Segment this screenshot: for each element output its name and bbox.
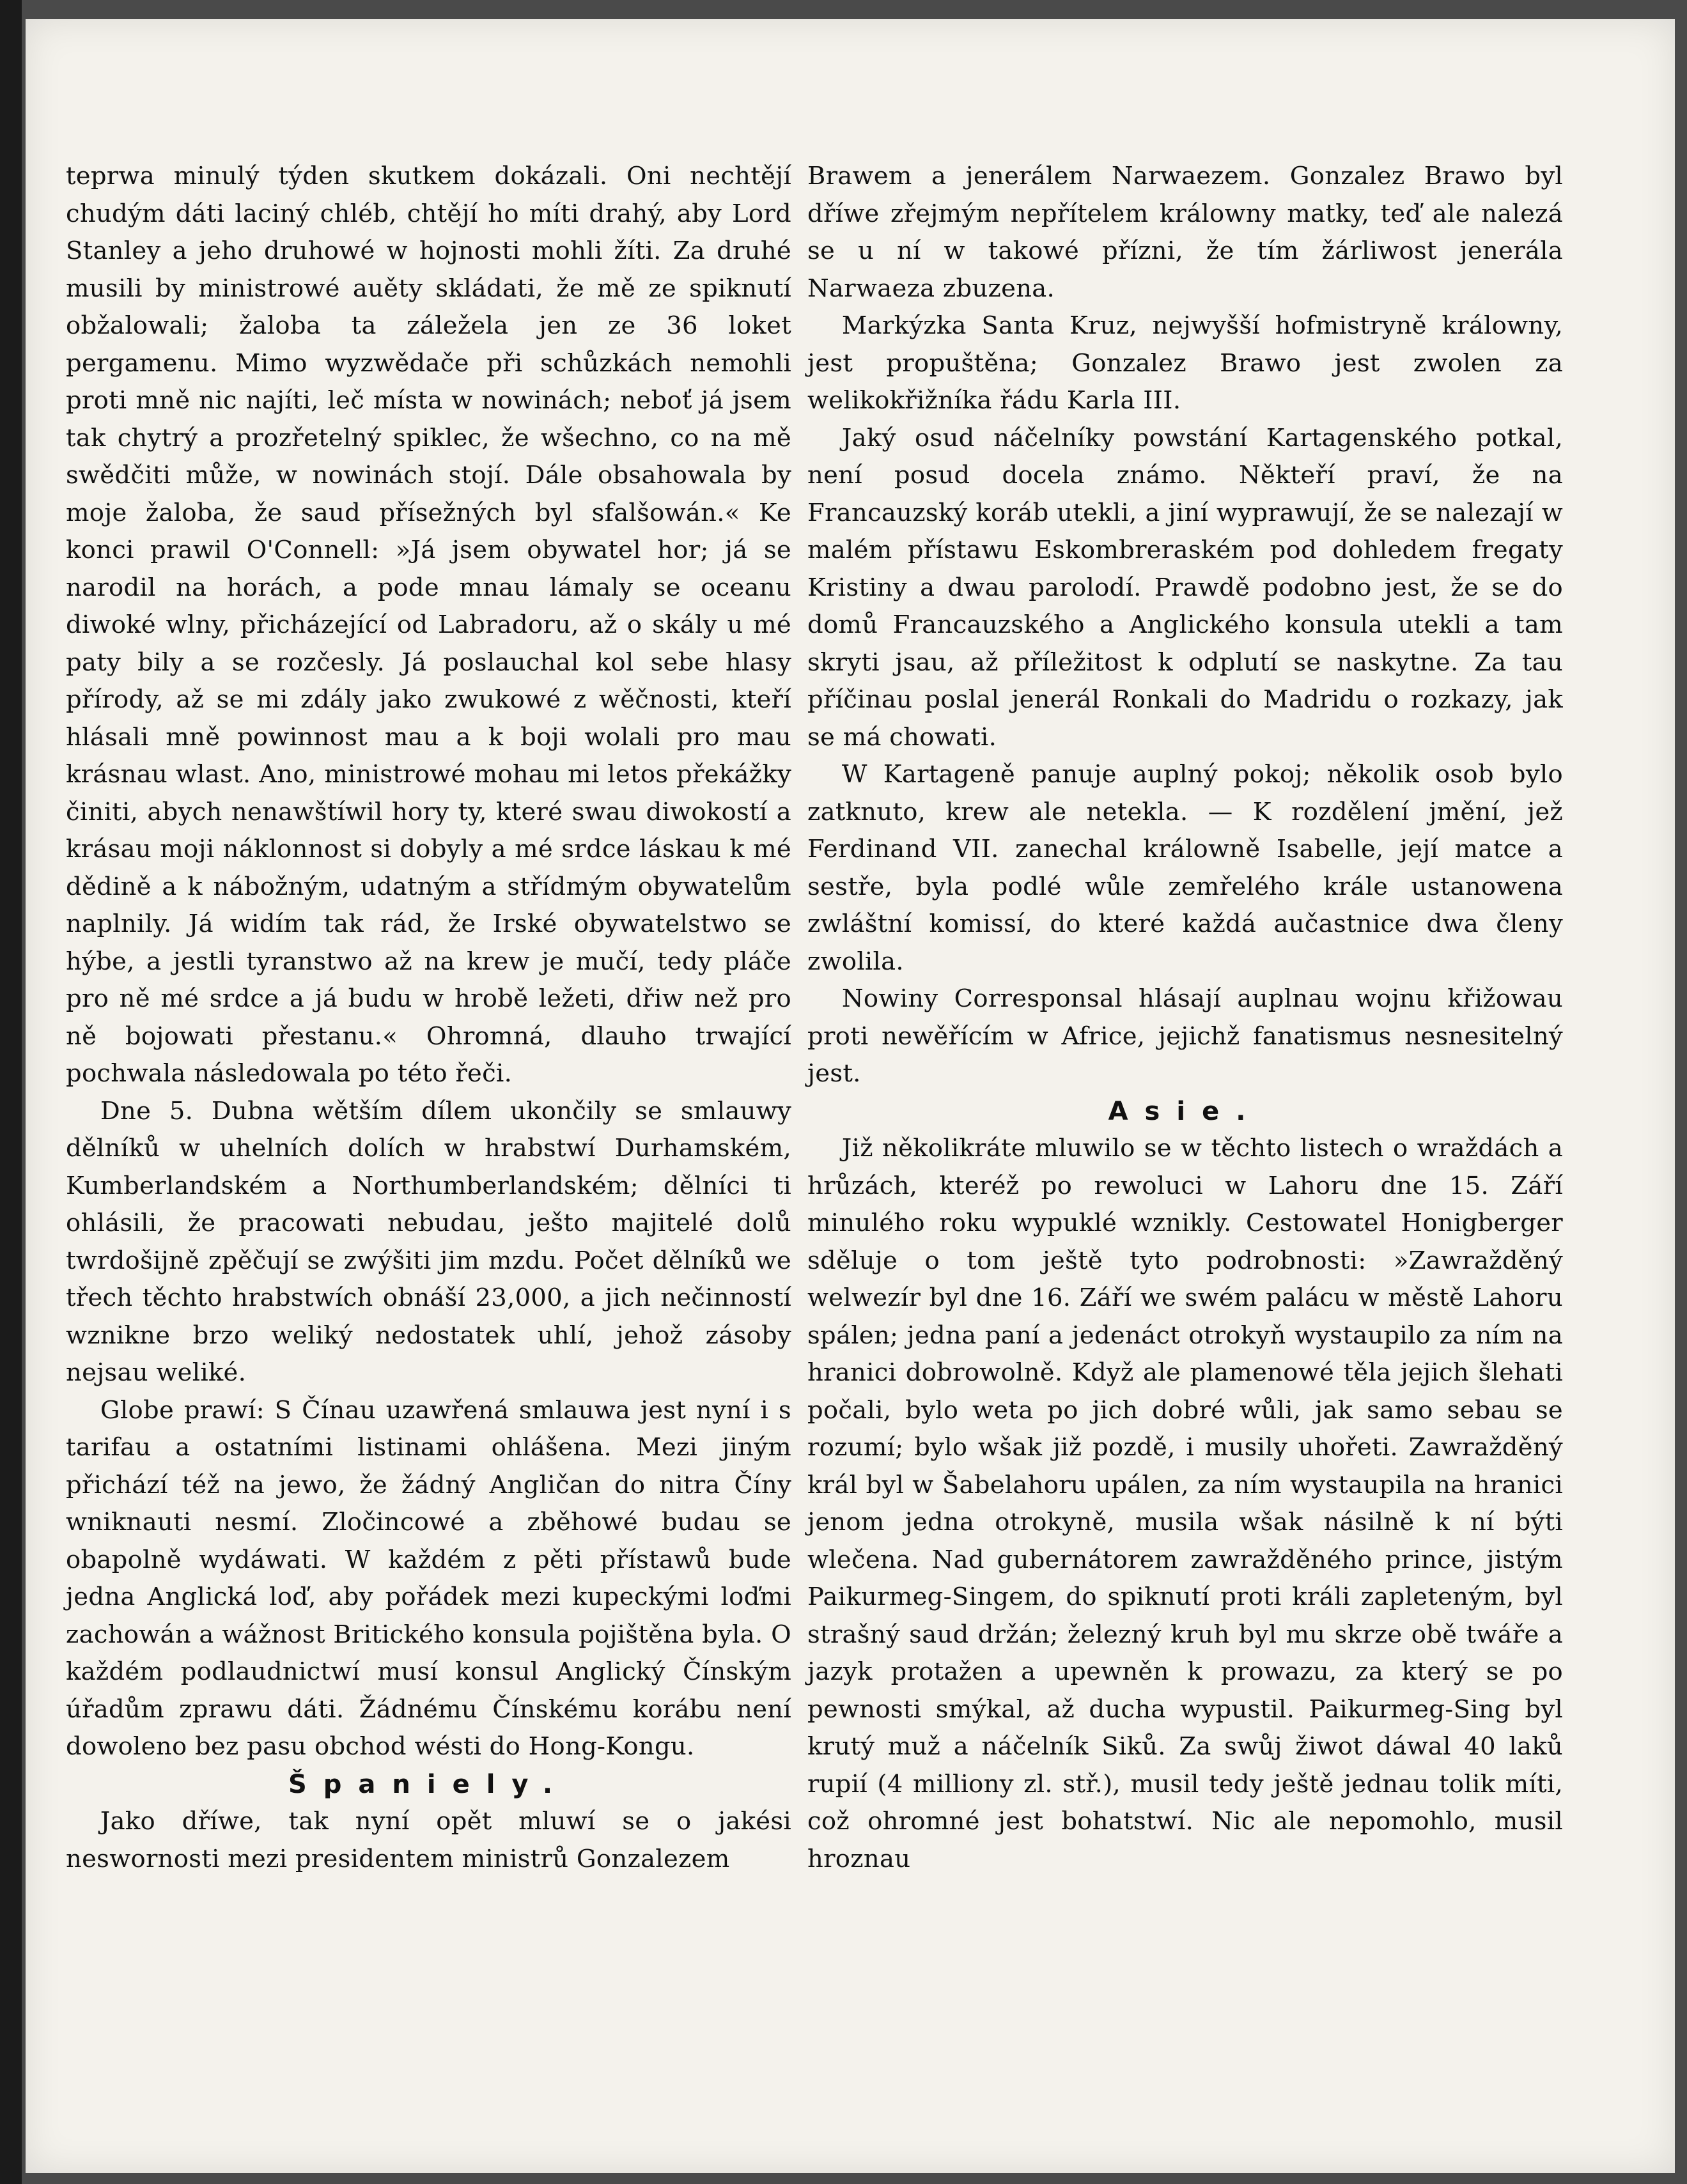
right-column	[807, 158, 1563, 1878]
section-heading-asie: Asie.	[1108, 1096, 1263, 1126]
right-paragraph-3: Jaký osud náčelníky powstání Kartagenského potkal, není posud docela známo. Někteří praví, že na Francauzský koráb utekli, a jiní wyprawují, že se nalezají w malém přístawu Eskombreraském pod dohledem fregaty Kristiny a dwau parolodí. Prawdě podobno jest, že se do domů Francauzského a Anglického konsula utekli a tam skryti jsau, až příležitost k odplutí se naskytne. Za tau příčinau poslal jenerál Ronkali do Madridu o rozkazy, jak se má chowati.	[807, 423, 1563, 752]
left-paragraph-3: Globe prawí: S Čínau uzawřená smlauwa jest nyní i s tarifau a ostatními listinami ohlášena. Mezi jiným přichází též na jewo, že žádný Angličan do nitra Číny wniknauti nesmí. Zločincowé a zběhowé budau se obapolně wydáwati. W každém z pěti přístawů bude jedna Anglická loď, aby pořádek mezi kupeckými loďmi zachowán a wážnost Britického konsula pojištěna byla. O každém podlaudnictwí musí konsul Anglický Čínským úřadům zprawu dáti. Žádnému Čínskému korábu není dowoleno bez pasu obchod wésti do Hong-Kongu.	[66, 1395, 791, 1761]
left-paragraph-2: Dne 5. Dubna wětším dílem ukončily se smlauwy dělníků w uhelních dolích w hrabstwí Durhamském, Kumberlandském a Northumberlandském; dělníci ti ohlásili, že pracowati nebudau, ješto majitelé dolů twrdošijně zpěčují se zwýšiti jim mzdu. Počet dělníků we třech těchto hrabstwích obnáší 23,000, a jich nečinností wznikne brzo weliký nedostatek uhlí, jehož zásoby nejsau weliké.	[66, 1096, 791, 1387]
right-paragraph-5: Nowiny Corresponsal hlásají auplnau wojnu křižowau proti newěřícím w Africe, jejichž fanatismus nesnesitelný jest.	[807, 984, 1563, 1088]
right-paragraph-2: Markýzka Santa Kruz, nejwyšší hofmistryně králowny, jest propuštěna; Gonzalez Brawo jest zwolen za welikokřižníka řádu Karla III.	[807, 311, 1563, 415]
right-paragraph-1: Brawem a jenerálem Narwaezem. Gonzalez Brawo byl dříwe zřejmým nepřítelem králowny matky, teď ale nalezá se u ní w takowé přízni, že tím žárliwost jenerála Narwaeza zbuzena.	[807, 162, 1563, 303]
binding-edge	[0, 0, 22, 2184]
left-column	[66, 158, 791, 1878]
section-heading-spaniely: Španiely.	[288, 1769, 570, 1799]
right-paragraph-4: W Kartageně panuje auplný pokoj; několik osob bylo zatknuto, krew ale netekla. — K rozdělení jmění, jež Ferdinand VII. zanechal králowně Isabelle, její matce a sestře, byla podlé wůle zemřelého krále ustanowena zwláštní komissí, do které každá aučastnice dwa členy zwolila.	[807, 760, 1563, 976]
right-paragraph-6: Již několikráte mluwilo se w těchto listech o wraždách a hrůzách, kteréž po rewoluci w Lahoru dne 15. Září minulého roku wypuklé wznikly. Cestowatel Honigberger sděluje o tom ještě tyto podrobnosti: »Zawražděný welwezír byl dne 16. Září we swém palácu w městě Lahoru spálen; jedna paní a jedenáct otrokyň wystaupilo za ním na hranici dobrowolně. Když ale plamenowé těla jejich šlehati počali, bylo weta po jich dobré wůli, jak samo sebau se rozumí; bylo wšak již pozdě, i musily uhořeti. Zawražděný král byl w Šabelahoru upálen, za ním wystaupila na hranici jenom jedna otrokyně, musila wšak násilně k ní býti wlečena. Nad gubernátorem zawražděného prince, jistým Paikurmeg-Singem, do spiknutí proti králi zapleteným, byl strašný saud držán; železný kruh byl mu skrze obě twáře a jazyk protažen a upewněn k prowazu, za který se po pewnosti smýkal, až ducha wypustil. Paikurmeg-Sing byl krutý muž a náčelník Siků. Za swůj žiwot dáwal 40 laků rupií (4 milliony zl. stř.), musil tedy ještě jednau tolik míti, což ohromné jest bohatstwí. Nic ale nepomohlo, musil hroznau	[807, 1134, 1563, 1873]
left-paragraph-4: Jako dříwe, tak nyní opět mluwí se o jakési neswornosti mezi presidentem ministrů Gonzalezem	[66, 1807, 791, 1873]
left-paragraph-1: teprwa minulý týden skutkem dokázali. Oni nechtějí chudým dáti laciný chléb, chtějí ho míti drahý, aby Lord Stanley a jeho druhowé w hojnosti mohli žíti. Za druhé musili by ministrowé auěty skládati, že mě ze spiknutí obžalowali; žaloba ta záležela jen ze 36 loket pergamenu. Mimo wyzwědače při schůzkách nemohli proti mně nic najíti, leč místa w nowinách; neboť já jsem tak chytrý a prozřetelný spiklec, že wšechno, co na mě swědčiti může, w nowinách stojí. Dále obsahowala by moje žaloba, že saud přísežných byl sfalšowán.« Ke konci prawil O'Connell: »Já jsem obywatel hor; já se narodil na horách, a pode mnau lámaly se oceanu diwoké wlny, přicházející od Labradoru, až o skály u mé paty bily a se rozčesly. Já poslauchal kol sebe hlasy přírody, až se mi zdály jako zwukowé z wěčnosti, kteří hlásali mně powinnost mau a k boji wolali pro mau krásnau wlast. Ano, ministrowé mohau mi letos překážky činiti, abych nenawštíwil hory ty, které swau diwokostí a krásau moji náklonnost si dobyly a mé srdce láskau k mé dědině a k nábožným, udatným a střídmým obywatelům naplnily. Já widím tak rád, že Irské obywatelstwo se hýbe, a jestli tyranstwo až na krew je mučí, tedy pláče pro ně mé srdce a já budu w hrobě ležeti, dřiw než pro ně bojowati přestanu.« Ohromná, dlauho trwající pochwala následowala po této řeči.	[66, 162, 791, 1088]
